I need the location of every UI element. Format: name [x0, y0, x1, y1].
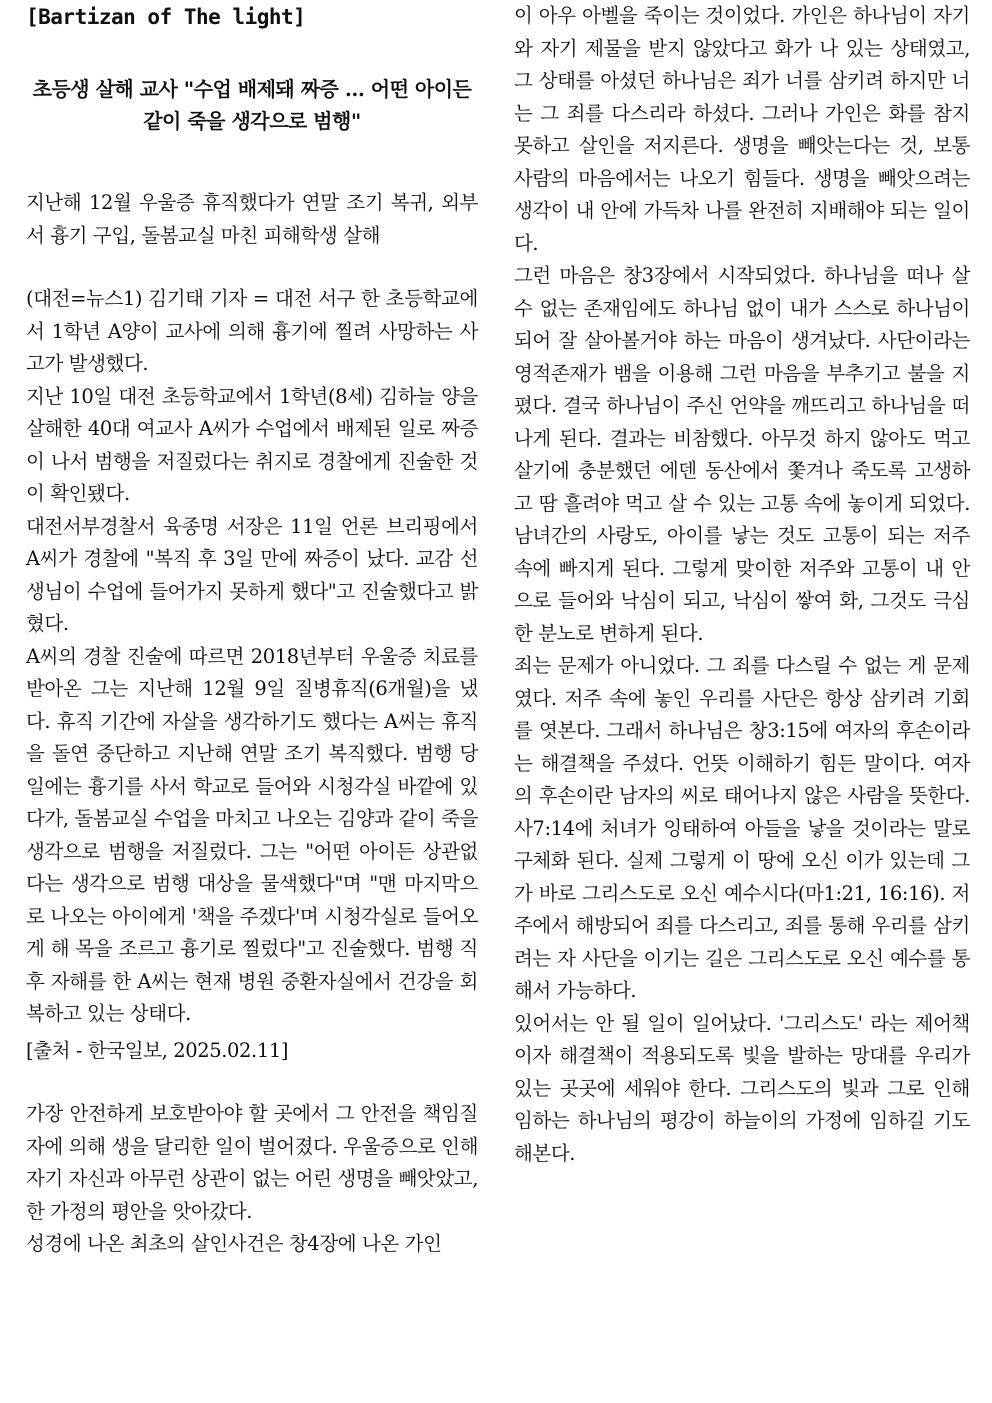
spacer [26, 1067, 478, 1098]
commentary-paragraph: 가장 안전하게 보호받아야 할 곳에서 그 안전을 책임질 자에 의해 생을 달리한 일이 벌어졌다. 우울증으로 인해 자기 자신과 아무런 상관이 없는 어린 생명을 빼앗았고, 한 가정의 평안을 앗아갔다. [26, 1102, 479, 1223]
commentary-paragraph: 죄는 문제가 아니었다. 그 죄를 다스릴 수 없는 게 문제였다. 저주 속에 놓인 우리를 사단은 항상 삼키려 기회를 엿본다. 그래서 하나님은 창3:15에 여자의 후손이라는 해결책을 주셨다. 언뜻 이해하기 힘든 말이다. 여자의 후손이란 남자의 씨로 태어나지 않은 사람을 뜻한다. 사7:14에 처녀가 잉태하여 아들을 낳을 것이라는 말로 구체화 된다. 실제 그렇게 이 땅에 오신 이가 있는데 그가 바로 그리스도로 오신 예수시다(마1:21, 16:16). 저주에서 해방되어 죄를 다스리고, 죄를 통해 우리를 삼키려는 자 사단을 이기는 길은 그리스도로 오신 예수를 통해서 가능하다. [514, 654, 970, 1002]
article-source: [출처 - 한국일보, 2025.02.11] [26, 1038, 289, 1062]
right-column [514, 0, 970, 1170]
commentary-paragraph: 그런 마음은 창3장에서 시작되었다. 하나님을 떠나 살 수 없는 존재임에도 하나님 없이 내가 스스로 하나님이 되어 잘 살아볼거야 하는 마음이 생겨났다. 사단이라는 영적존재가 뱀을 이용해 그런 마음을 부추기고 불을 지폈다. 결국 하나님이 주신 언약을 깨뜨리고 하나님을 떠나게 된다. 결과는 비참했다. 아무것 하지 않아도 먹고 살기에 충분했던 에덴 동산에서 쫓겨나 죽도록 고생하고 땀 흘려야 먹고 살 수 있는 고통 속에 놓이게 되었다. 남녀간의 사랑도, 아이를 낳는 것도 고통이 되는 저주 속에 빠지게 된다. 그렇게 맞이한 저주와 고통이 내 안으로 들어와 낙심이 되고, 낙심이 쌓여 화, 그것도 극심한 분노로 변하게 된다. [514, 264, 970, 645]
commentary-paragraph: 이 아우 아벨을 죽이는 것이었다. 가인은 하나님이 자기와 자기 제물을 받지 않았다고 화가 나 있는 상태였고, 그 상태를 아셨던 하나님은 죄가 너를 삼키려 하지만 너는 그 죄를 다스리라 하셨다. 그러나 가인은 화를 참지 못하고 살인을 저지른다. 생명을 빼앗는다는 것, 보통 사람의 마음에서는 나오기 힘들다. 생명을 빼앗으려는 생각이 내 안에 가득차 나를 완전히 지배해야 되는 일이다. [514, 4, 970, 255]
article-paragraph: (대전=뉴스1) 김기태 기자 = 대전 서구 한 초등학교에서 1학년 A양이 교사에 의해 흉기에 찔려 사망하는 사고가 발생했다. [26, 287, 478, 375]
commentary-paragraph: 성경에 나온 최초의 살인사건은 창4장에 나온 가인 [26, 1232, 442, 1255]
spacer [26, 252, 478, 283]
article-headline: 초등생 살해 교사 "수업 배제돼 짜증 … 어떤 아이든 같이 죽을 생각으로 범행" [32, 77, 472, 133]
commentary-paragraph: 있어서는 안 될 일이 일어났다. '그리스도' 라는 제어책이자 해결책이 적용되도록 빛을 발하는 망대를 우리가 있는 곳곳에 세워야 한다. 그리스도의 빛과 그로 인해 임하는 하나님의 평강이 하늘이의 가정에 임하길 기도해본다. [514, 1011, 970, 1165]
left-column [26, 0, 478, 1261]
article-paragraph: 지난 10일 대전 초등학교에서 1학년(8세) 김하늘 양을 살해한 40대 여교사 A씨가 수업에서 배제된 일로 짜증이 나서 범행을 저질렀다는 취지로 경찰에게 진술한 것이 확인됐다. [26, 384, 478, 505]
column-label: [Bartizan of The light] [26, 5, 306, 29]
article-paragraph: A씨의 경찰 진술에 따르면 2018년부터 우울증 치료를 받아온 그는 지난해 12월 9일 질병휴직(6개월)을 냈다. 휴직 기간에 자살을 생각하기도 했다는 A씨는 휴직을 돌연 중단하고 지난해 연말 조기 복직했다. 범행 당일에는 흉기를 사서 학교로 들어와 시청각실 바깥에 있다가, 돌봄교실 수업을 마치고 나오는 김양과 같이 죽을 생각으로 범행을 저질렀다. 그는 "어떤 아이든 상관없다는 생각으로 범행 대상을 물색했다"며 "맨 마지막으로 나오는 아이에게 '책을 주겠다'며 시청각실로 들어오게 해 목을 조르고 흉기로 찔렀다"고 진술했다. 범행 직후 자해를 한 A씨는 현재 병원 중환자실에서 건강을 회복하고 있는 상태다. [26, 644, 479, 1025]
article-paragraph: 대전서부경찰서 육종명 서장은 11일 언론 브리핑에서 A씨가 경찰에 "복직 후 3일 만에 짜증이 났다. 교감 선생님이 수업에 들어가지 못하게 했다"고 진술했다고 밝혔다. [26, 514, 478, 635]
article-subhead: 지난해 12월 우울증 휴직했다가 연말 조기 복귀, 외부서 흉기 구입, 돌봄교실 마친 피해학생 살해 [26, 191, 478, 247]
